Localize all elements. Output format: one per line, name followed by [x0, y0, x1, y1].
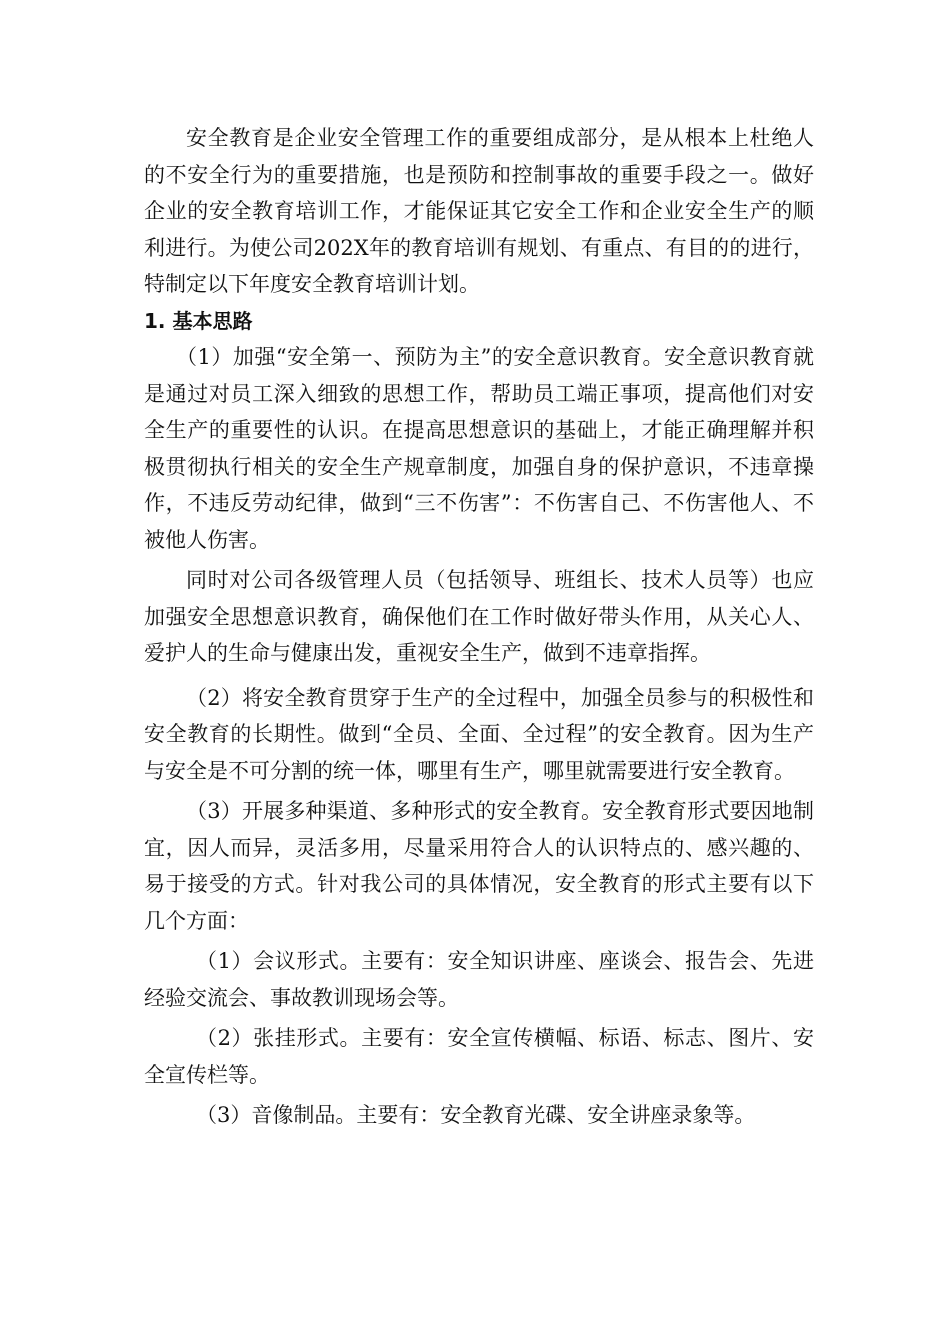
intro-paragraph: 安全教育是企业安全管理工作的重要组成部分，是从根本上杜绝人的不安全行为的重要措施，也是预防和控制事故的重要手段之一。做好企业的安全教育培训工作，才能保证其它安全工作和企业安全生产的顺利进行。为使公司202X年的教育培训有规划、有重点、有目的的进行，特制定以下年度安全教育培训计划。	[144, 126, 814, 296]
document-body	[144, 120, 814, 1134]
paragraph-audiovisual-form: （3）音像制品。主要有：安全教育光碟、安全讲座录象等。	[196, 1103, 756, 1127]
paragraph-safety-awareness: （1）加强“安全第一、预防为主”的安全意识教育。安全意识教育就是通过对员工深入细致的思想工作，帮助员工端正事项，提高他们对安全生产的重要性的认识。在提高思想意识的基础上，才能正确理解并积极贯彻执行相关的安全生产规章制度，加强自身的保护意识，不违章操作，不违反劳动纪律，做到“三不伤害”：不伤害自己、不伤害他人、不被他人伤害。	[144, 345, 814, 552]
paragraph-meeting-form: （1）会议形式。主要有：安全知识讲座、座谈会、报告会、先进经验交流会、事故教训现场会等。	[144, 949, 814, 1010]
paragraph-management-staff: 同时对公司各级管理人员（包括领导、班组长、技术人员等）也应加强安全思想意识教育，确保他们在工作时做好带头作用，从关心人、爱护人的生命与健康出发，重视安全生产，做到不违章指挥。	[144, 568, 814, 665]
paragraph-multiple-forms: （3）开展多种渠道、多种形式的安全教育。安全教育形式要因地制宜，因人而异，灵活多用，尽量采用符合人的认识特点的、感兴趣的、易于接受的方式。针对我公司的具体情况，安全教育的形式主要有以下几个方面：	[144, 799, 814, 933]
paragraph-posting-form: （2）张挂形式。主要有：安全宣传横幅、标语、标志、图片、安全宣传栏等。	[144, 1026, 814, 1087]
paragraph-whole-process: （2）将安全教育贯穿于生产的全过程中，加强全员参与的积极性和安全教育的长期性。做到“全员、全面、全过程”的安全教育。因为生产与安全是不可分割的统一体，哪里有生产，哪里就需要进行安全教育。	[144, 685, 814, 783]
section-heading-basic-approach: 1. 基本思路	[144, 308, 253, 333]
